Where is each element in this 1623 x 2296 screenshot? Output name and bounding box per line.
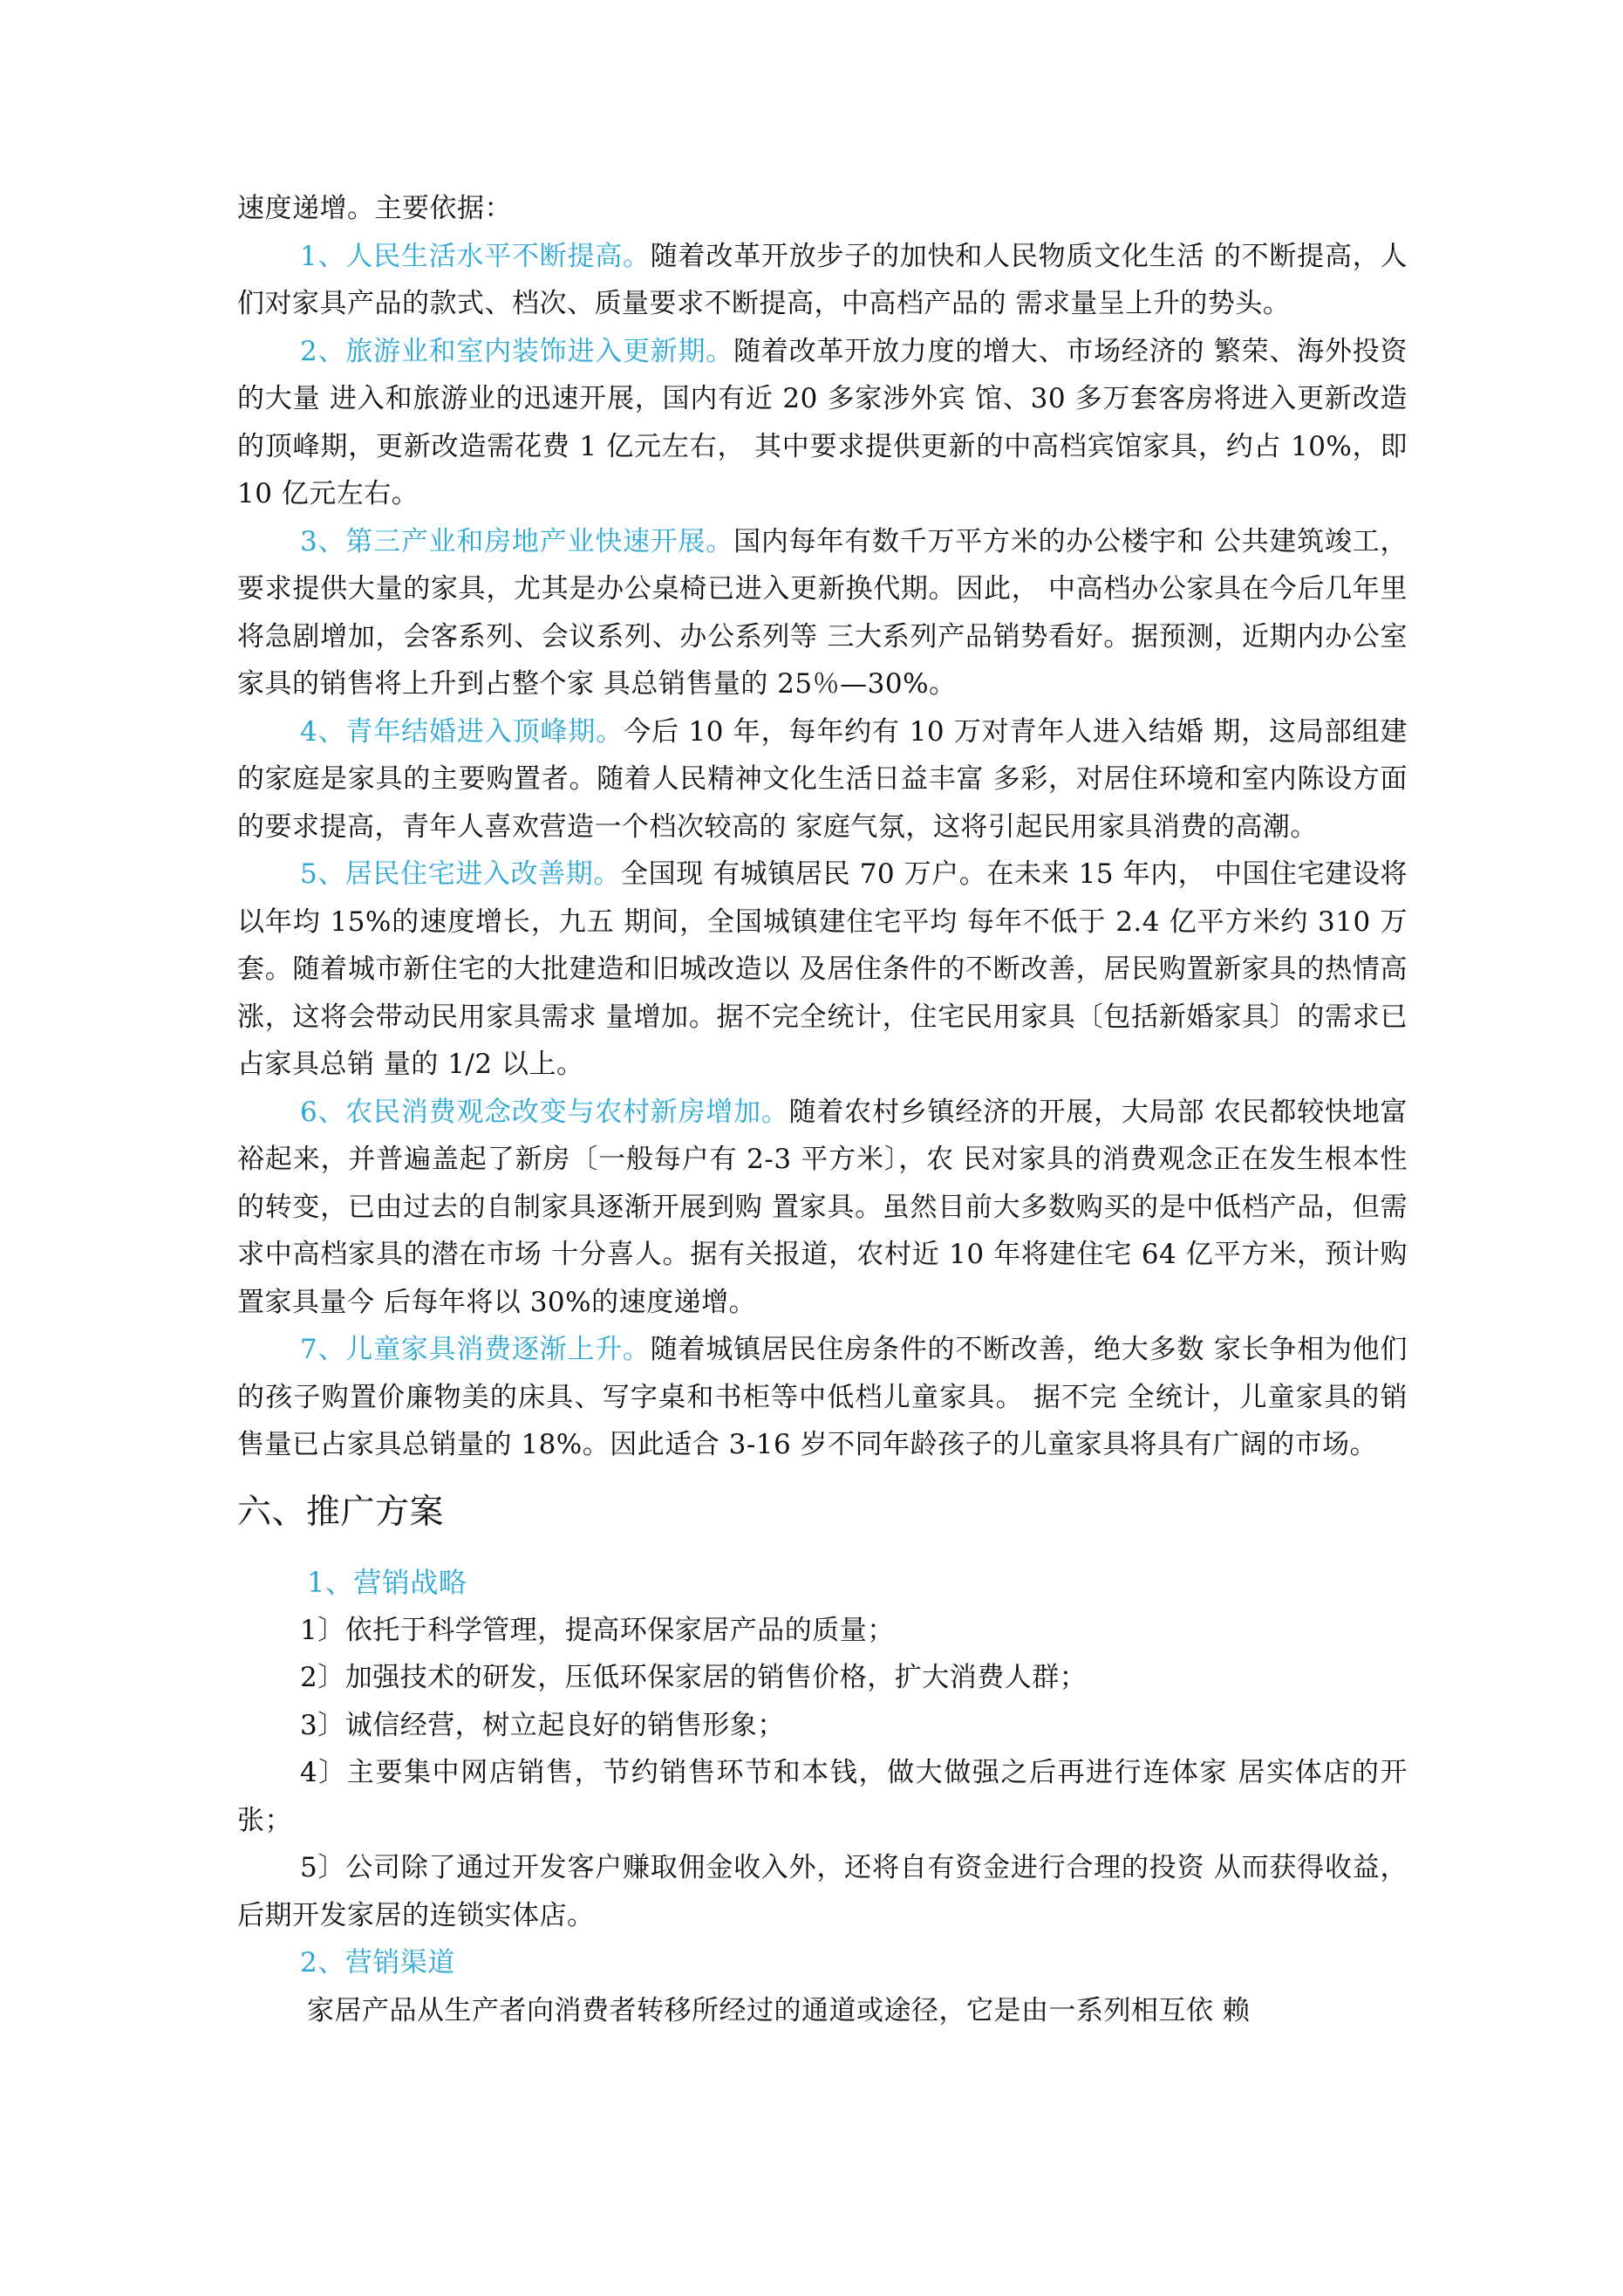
point-paragraph-7 bbox=[237, 1326, 1408, 1469]
point-paragraph-1 bbox=[237, 233, 1408, 328]
point-body-6: 随着农村乡镇经济的开展，大局部 农民都较快地富裕起来，并普遍盖起了新房〔一般每户有 2-3 平方米〕，农 民对家具的消费观念正在发生根本性的转变，已由过去的自制家具逐渐开展到购 置家具。虽然目前大多数购买的是中低档产品，但需求中高档家具的潜在市场 十分喜人。据有关报道，农村近 10 年将建住宅 64 亿平方米，预计购置家具量今 后每年将以 30%的速度递增。 bbox=[237, 1096, 1408, 1318]
strategy-item-4: 4〕主要集中网店销售，节约销售环节和本钱，做大做强之后再进行连体家 居实体店的开张； bbox=[237, 1757, 1408, 1836]
channels-paragraph: 家居产品从生产者向消费者转移所经过的通道或途径，它是由一系列相互依 赖 bbox=[307, 1994, 1251, 2026]
document-body bbox=[237, 185, 1408, 2034]
strategy-item-5: 5〕公司除了通过开发客户赚取佣金收入外，还将自有资金进行合理的投资 从而获得收益，后期开发家居的连锁实体店。 bbox=[237, 1852, 1408, 1931]
intro-line: 速度递增。主要依据： bbox=[237, 193, 512, 224]
point-body-5: 全国现 有城镇居民 70 万户。在未来 15 年内， 中国住宅建设将以年均 15%的速度增长，九五 期间，全国城镇建住宅平均 每年不低于 2.4 亿平方米约 310 万套。随着城市新住宅的大批建造和旧城改造以 及居住条件的不断改善，居民购置新家具的热情高涨，这将会带动民用家具需求 量增加。据不完全统计，住宅民用家具〔包括新婚家具〕的需求已占家具总销 量的 1/2 以上。 bbox=[237, 858, 1408, 1080]
point-paragraph-4 bbox=[237, 708, 1408, 851]
point-body-4: 今后 10 年，每年约有 10 万对青年人进入结婚 期，这局部组建的家庭是家具的主要购置者。随着人民精神文化生活日益丰富 多彩，对居住环境和室内陈设方面的要求提高，青年人喜欢营造一个档次较高的 家庭气氛，这将引起民用家具消费的高潮。 bbox=[237, 715, 1408, 843]
subsection-heading-marketing-channels: 2、营销渠道 bbox=[300, 1947, 455, 1978]
point-heading-4: 4、青年结婚进入顶峰期。 bbox=[300, 715, 624, 748]
strategy-item-3: 3〕诚信经营，树立起良好的销售形象； bbox=[300, 1709, 785, 1741]
point-paragraph-5 bbox=[237, 851, 1408, 1089]
point-body-1: 随着改革开放步子的加快和人民物质文化生活 的不断提高，人们对家具产品的款式、档次、质量要求不断提高，中高档产品的 需求量呈上升的势头。 bbox=[237, 240, 1408, 319]
section-title: 六、推广方案 bbox=[237, 1492, 445, 1532]
strategy-item-2: 2〕加强技术的研发，压低环保家居的销售价格，扩大消费人群； bbox=[300, 1662, 1088, 1693]
strategy-item-1: 1〕依托于科学管理，提高环保家居产品的质量； bbox=[300, 1614, 895, 1646]
point-body-3: 国内每年有数千万平方米的办公楼宇和 公共建筑竣工，要求提供大量的家具，尤其是办公桌椅已进入更新换代期。因此， 中高档办公家具在今后几年里将急剧增加，会客系列、会议系列、办公系列等 三大系列产品销势看好。据预测，近期内办公室家具的销售将上升到占整个家 具总销售量的 25％—30%。 bbox=[237, 525, 1408, 700]
point-heading-2: 2、旅游业和室内装饰进入更新期。 bbox=[300, 335, 734, 367]
point-heading-5: 5、居民住宅进入改善期。 bbox=[300, 858, 621, 890]
point-heading-7: 7、儿童家具消费逐渐上升。 bbox=[300, 1334, 651, 1365]
point-body-2: 随着改革开放力度的增大、市场经济的 繁荣、海外投资的大量 进入和旅游业的迅速开展，国内有近 20 多家涉外宾 馆、30 多万套客房将进入更新改造的顶峰期，更新改造需花费 1 亿元左右， 其中要求提供更新的中高档宾馆家具，约占 10%，即 10 亿元左右。 bbox=[237, 335, 1408, 509]
point-paragraph-3 bbox=[237, 518, 1408, 708]
subsection-heading-marketing-strategy: 1、营销战略 bbox=[307, 1565, 467, 1599]
point-paragraph-6 bbox=[237, 1089, 1408, 1327]
point-heading-3: 3、第三产业和房地产业快速开展。 bbox=[300, 525, 734, 557]
point-heading-6: 6、农民消费观念改变与农村新房增加。 bbox=[300, 1096, 789, 1128]
point-heading-1: 1、人民生活水平不断提高。 bbox=[300, 240, 651, 272]
point-body-7: 随着城镇居民住房条件的不断改善，绝大多数 家长争相为他们的孩子购置价廉物美的床具、写字桌和书柜等中低档儿童家具。 据不完 全统计，儿童家具的销售量已占家具总销量的 18%。因此适合 3-16 岁不同年龄孩子的儿童家具将具有广阔的市场。 bbox=[237, 1334, 1408, 1460]
point-paragraph-2 bbox=[237, 328, 1408, 518]
